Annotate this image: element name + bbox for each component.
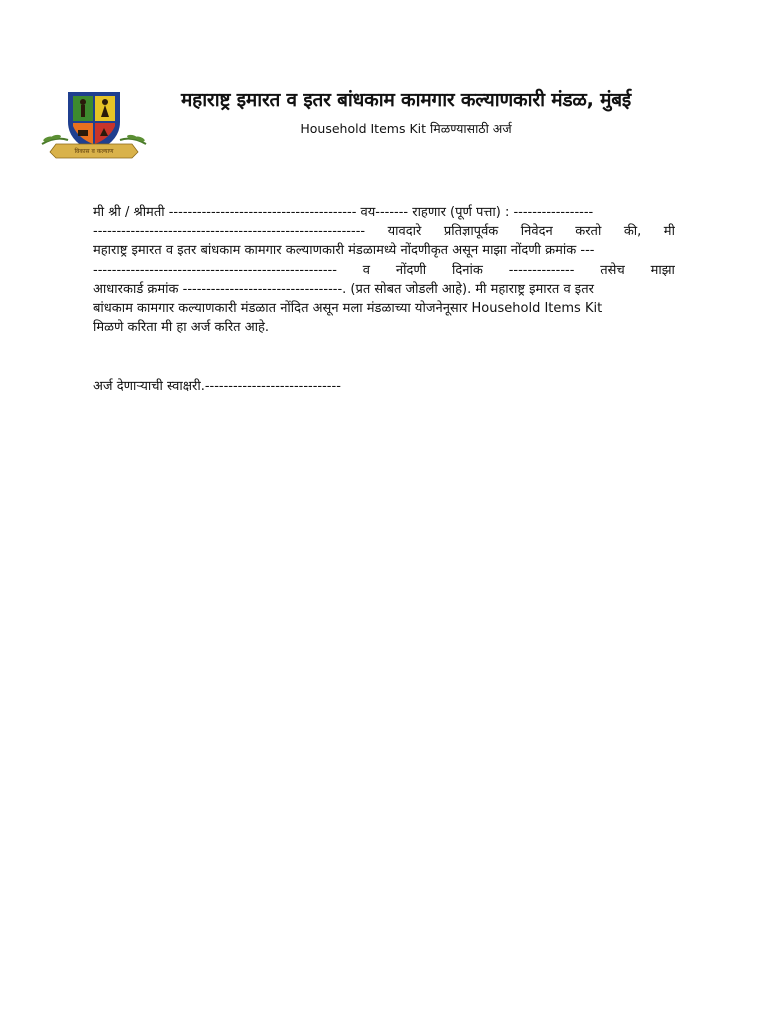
word: की, [623, 224, 642, 240]
word: यावदारे [387, 224, 422, 240]
word: करतो [575, 224, 602, 240]
word: मी [663, 224, 675, 240]
logo-motto: विकास व कल्याण [74, 148, 114, 155]
body-line-2 [93, 222, 675, 241]
body-line-3: महाराष्ट्र इमारत व इतर बांधकाम कामगार कल्याणकारी मंडळामध्ये नोंदणीकृत असून माझा नोंदणी क्रमांक --- [93, 243, 595, 259]
name-blank: ---------------------------------------------------------- [93, 224, 366, 240]
registration-number-blank: ---------------------------------------------------- [93, 262, 337, 278]
word: तसेच [600, 262, 625, 278]
body-line-7: मिळणे करिता मी हा अर्ज करित आहे. [93, 320, 270, 336]
application-body [93, 203, 675, 337]
word: दिनांक [452, 262, 483, 278]
word: माझा [650, 262, 675, 278]
word: नोंदणी [395, 262, 427, 278]
document-subtitle: Household Items Kit मिळण्यासाठी अर्ज [300, 121, 512, 136]
applicant-signature-line: अर्ज देणाऱ्याची स्वाक्षरी.----------------------------- [93, 379, 341, 394]
word: निवेदन [520, 224, 553, 240]
document-title: महाराष्ट्र इमारत व इतर बांधकाम कामगार कल्याणकारी मंडळ, मुंबई [180, 89, 632, 111]
board-logo [38, 86, 150, 160]
body-line-6: बांधकाम कामगार कल्याणकारी मंडळात नोंदित असून मला मंडळाच्या योजनेनूसार Household Items Kit [93, 301, 603, 317]
word: व [362, 262, 371, 278]
body-line-4 [93, 261, 675, 280]
registration-date-blank: -------------- [508, 262, 575, 278]
word: प्रतिज्ञापूर्वक [443, 224, 499, 240]
body-line-5: आधारकार्ड क्रमांक ----------------------------------. (प्रत सोबत जोडली आहे). मी महाराष्ट्र इमारत व इतर [93, 281, 594, 297]
body-line-1: मी श्री / श्रीमती ---------------------------------------- वय------- राहणार (पूर्ण पत्ता) : ----------------- [93, 205, 594, 220]
